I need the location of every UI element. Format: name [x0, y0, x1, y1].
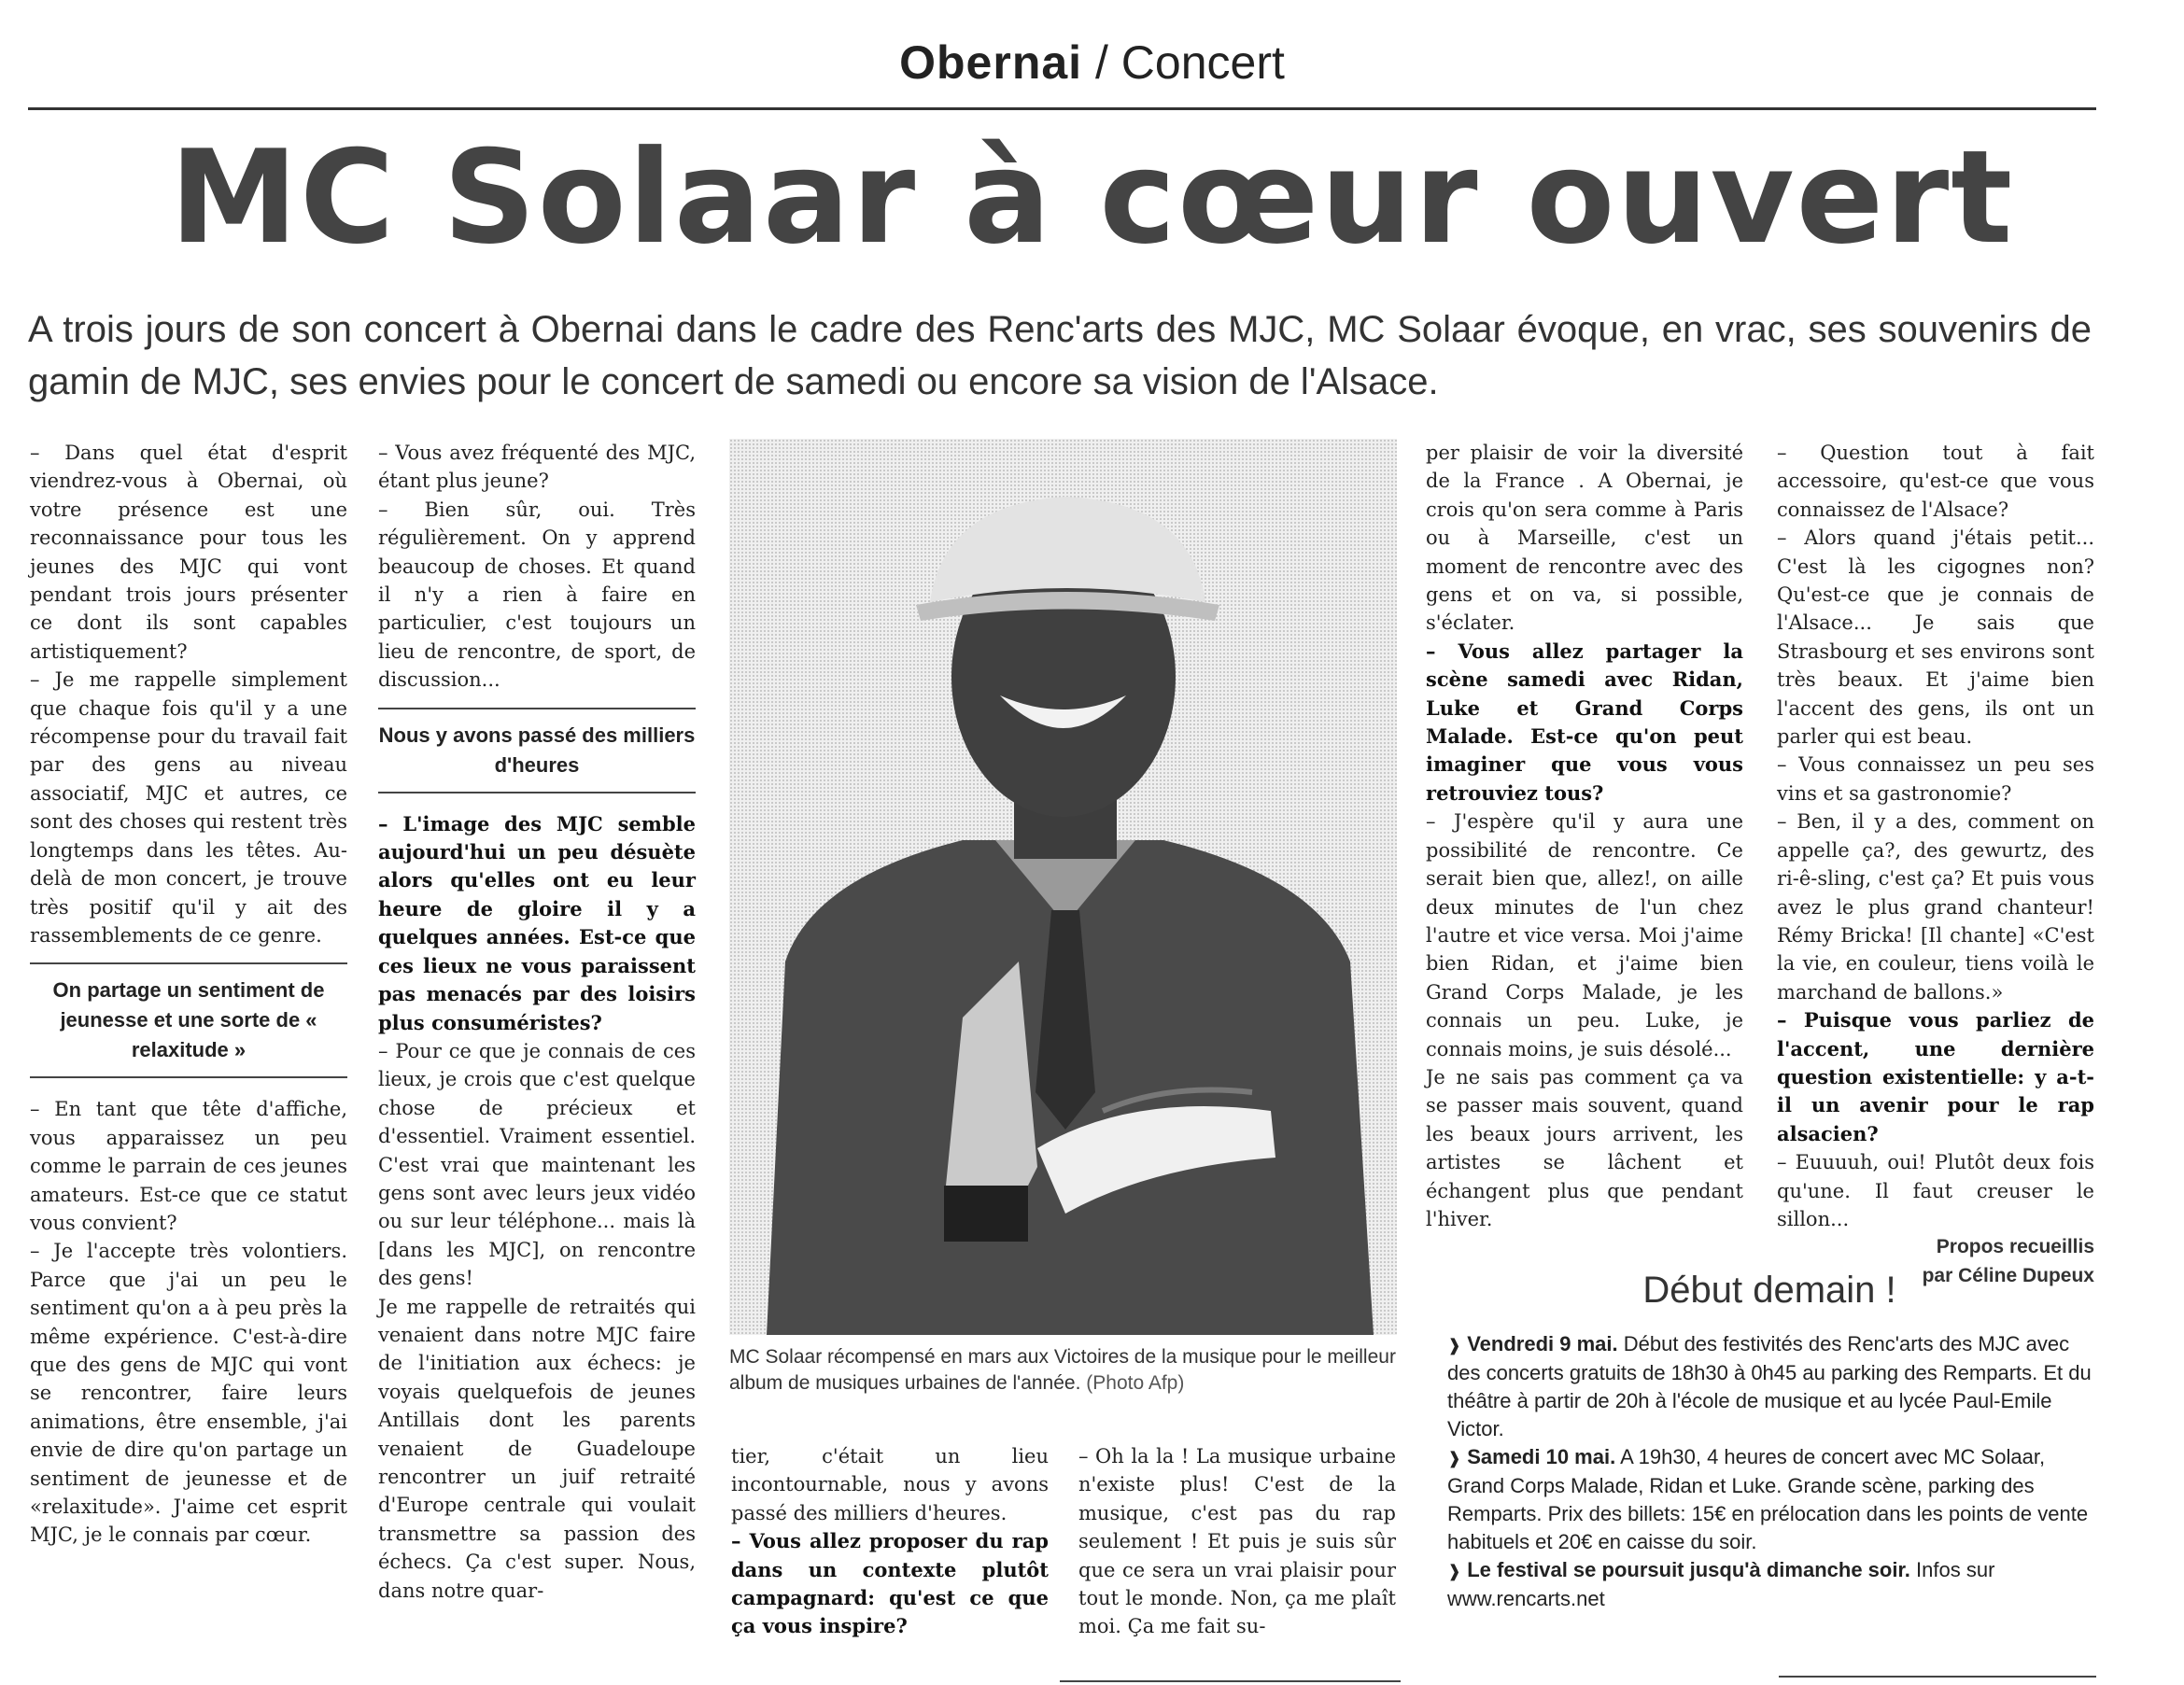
event-date: Vendredi 9 mai.	[1467, 1332, 1618, 1355]
question: – L'image des MJC semble aujourd'hui un peu désuète alors qu'elles ont eu leur heure de gloire il y a quelques années. Est-ce que ces lieux ne vous paraissent pas menacés par des loisirs plus consuméristes?	[378, 811, 696, 1034]
event-date: Samedi 10 mai.	[1467, 1445, 1616, 1468]
column-1	[30, 439, 347, 1550]
events-box-title: Début demain !	[1642, 1270, 1896, 1311]
headline: MC Solaar à cœur ouvert	[169, 122, 2015, 273]
column-3	[731, 1442, 1049, 1641]
rubric	[0, 36, 2184, 89]
subheading: Nous y avons passé des milliers d'heures	[378, 708, 696, 793]
answer-continued: per plaisir de voir la diversité de la France . A Obernai, je crois qu'on sera comme à Paris ou à Marseille, c'est un moment de rencontre avec des gens et on va, si possible, s'éclater.	[1426, 442, 1743, 635]
photo-caption	[729, 1344, 1397, 1397]
event-text: Infos sur www.rencarts.net	[1447, 1558, 1995, 1610]
answer: – Oh la la ! La musique urbaine n'existe plus! C'est de la musique, c'est pas du rap seulement ! Et puis je suis sûr que ce sera un vrai plaisir pour tout le monde. Non, ça me plaît moi. Ça me fait su-	[1078, 1445, 1396, 1638]
event-text: Début des festivités des Renc'arts des MJC avec des concerts gratuits de 18h30 à 0h45 au parking des Remparts. Et du théâtre à partir de 20h à l'école de musique et au lycée Paul-Emile Victor.	[1447, 1332, 2092, 1440]
question: – Question tout à fait accessoire, qu'est-ce que vous connaissez de l'Alsace?	[1777, 442, 2094, 521]
question: – Dans quel état d'esprit viendrez-vous à Obernai, où votre présence est une reconnaissance pour tous les jeunes des MJC qui vont pendant trois jours présenter ce dont ils sont capables artistiquement?	[30, 442, 347, 663]
answer: – Je l'accepte très volontiers. Parce que j'ai un peu le sentiment qu'on a à peu près la même expérience. C'est-à-dire que des gens de MJC qui vont se rencontrer, faire leurs animations, être ensemble, j'ai envie de dire qu'on partage un sentiment de jeunesse et de «relaxitude». J'aime cet esprit MJC, je le connais par cœur.	[30, 1240, 347, 1547]
answer-continued: Je ne sais pas comment ça va se passer mais souvent, quand les beaux jours arrivent, les artistes se lâchent et échangent plus que pendant l'hiver.	[1426, 1065, 1743, 1230]
column-6	[1777, 439, 2094, 1290]
answer: – Ben, il y a des, comment on appelle ça?, des gewurtz, des ri-ê-sling, c'est ça? Et puis vous avez le plus grand chanteur! Rémy Bricka! [Il chante] «C'est la vie, en couleur, tiens voilà le marchand de ballons.»	[1777, 810, 2094, 1004]
byline-line-1: Propos recueillis	[1936, 1236, 2094, 1258]
photo-credit: (Photo Afp)	[1086, 1372, 1185, 1394]
portrait-illustration	[729, 439, 1397, 1335]
arrow-icon: ❱	[1447, 1336, 1462, 1355]
caption-text: MC Solaar récompensé en mars aux Victoires de la musique pour le meilleur album de musiques urbaines de l'année.	[729, 1346, 1396, 1394]
event-date: Le festival se poursuit jusqu'à dimanche soir.	[1467, 1558, 1910, 1581]
question: – En tant que tête d'affiche, vous apparaissez un peu comme le parrain de ces jeunes amateurs. Est-ce que ce statut vous convient?	[30, 1098, 347, 1234]
arrow-icon: ❱	[1447, 1449, 1462, 1467]
answer-continued: Je me rappelle de retraités qui venaient dans notre MJC faire de l'initiation aux échecs: je voyais quelquefois de jeunes Antillais dont les parents venaient de Guadeloupe rencontrer un juif retraité d'Europe centrale qui voulait transmettre sa passion des échecs. Ça c'est super. Nous, dans notre quar-	[378, 1295, 696, 1602]
answer: – Euuuuh, oui! Plutôt deux fois qu'une. Il faut creuser le sillon...	[1777, 1151, 2094, 1230]
question: – Vous allez proposer du rap dans un contexte plutôt campagnard: qu'est ce que ça vous inspire?	[731, 1529, 1049, 1638]
intro-paragraph: A trois jours de son concert à Obernai dans le cadre des Renc'arts des MJC, MC Solaar évoque, en vrac, ses souvenirs de gamin de MJC, ses envies pour le concert de samedi ou encore sa vision de l'Alsace.	[28, 309, 2092, 402]
question: – Vous connaissez un peu ses vins et sa gastronomie?	[1777, 753, 2094, 805]
question: – Vous avez fréquenté des MJC, étant plus jeune?	[378, 442, 696, 493]
answer: – J'espère qu'il y aura une possibilité de rencontre. Ce serait bien que, allez!, on aille deux minutes de l'un chez l'autre et vice versa. Moi j'aime bien Ridan, et j'aime bien Grand Corps Malade, je les connais un peu. Luke, je connais moins, je suis désolé...	[1426, 810, 1743, 1060]
arrow-icon: ❱	[1447, 1562, 1462, 1580]
portrait-photo-icon	[729, 439, 1397, 1335]
column-5	[1426, 439, 1743, 1233]
column-4	[1078, 1442, 1396, 1641]
rubric-separator: /	[1094, 36, 1108, 89]
answer: – Je me rappelle simplement que chaque fois qu'il y a une récompense pour du travail fait par des gens au niveau associatif, MJC et autres, ce sont des choses qui restent très longtemps dans les têtes. Au-delà de mon concert, je trouve très positif qu'il y ait des rassemblements de ce genre.	[30, 668, 347, 947]
event-item	[1447, 1330, 2096, 1443]
question: – Puisque vous parliez de l'accent, une dernière question existentielle: y a-t-il un avenir pour le rap alsacien?	[1777, 1008, 2094, 1145]
rubric-location: Obernai	[899, 36, 1083, 89]
answer-continued: tier, c'était un lieu incontournable, nous y avons passé des milliers d'heures.	[731, 1445, 1049, 1524]
answer: – Bien sûr, oui. Très régulièrement. On y apprend beaucoup de choses. Et quand il n'y a rien à faire en particulier, c'est toujours un lieu de rencontre, de sport, de discussion...	[378, 498, 696, 692]
event-item	[1447, 1556, 2096, 1613]
question: – Vous allez partager la scène samedi avec Ridan, Luke et Grand Corps Malade. Est-ce qu'on peut imaginer que vous vous retrouviez tous?	[1426, 639, 1743, 805]
column-2	[378, 439, 696, 1605]
header-rule	[28, 107, 2096, 110]
footer-rule	[1779, 1676, 2096, 1678]
answer: – Alors quand j'étais petit... C'est là les cigognes non? Qu'est-ce que je connais de l'Alsace... Je sais que Strasbourg et ses environs sont très beaux. Et j'aime bien l'accent des gens, ils ont un parler qui est beau.	[1777, 527, 2094, 749]
event-item	[1447, 1443, 2096, 1556]
footer-rule	[1060, 1680, 1401, 1682]
subheading: On partage un sentiment de jeunesse et une sorte de « relaxitude »	[30, 962, 347, 1078]
event-text: A 19h30, 4 heures de concert avec MC Solaar, Grand Corps Malade, Ridan et Luke. Grande scène, parking des Remparts. Prix des billets: 15€ en prélocation dans les points de vente habituels et 20€ en caisse du soir.	[1447, 1445, 2089, 1553]
events-box	[1447, 1330, 2096, 1613]
byline-line-2: par Céline Dupeux	[1922, 1264, 2094, 1286]
rubric-section: Concert	[1120, 36, 1285, 89]
answer: – Pour ce que je connais de ces lieux, je crois que c'est quelque chose de précieux et d'essentiel. Vraiment essentiel. C'est vrai que maintenant les gens sont avec leurs jeux vidéo ou sur leur téléphone... mais là [dans les MJC], on rencontre des gens!	[378, 1039, 696, 1290]
